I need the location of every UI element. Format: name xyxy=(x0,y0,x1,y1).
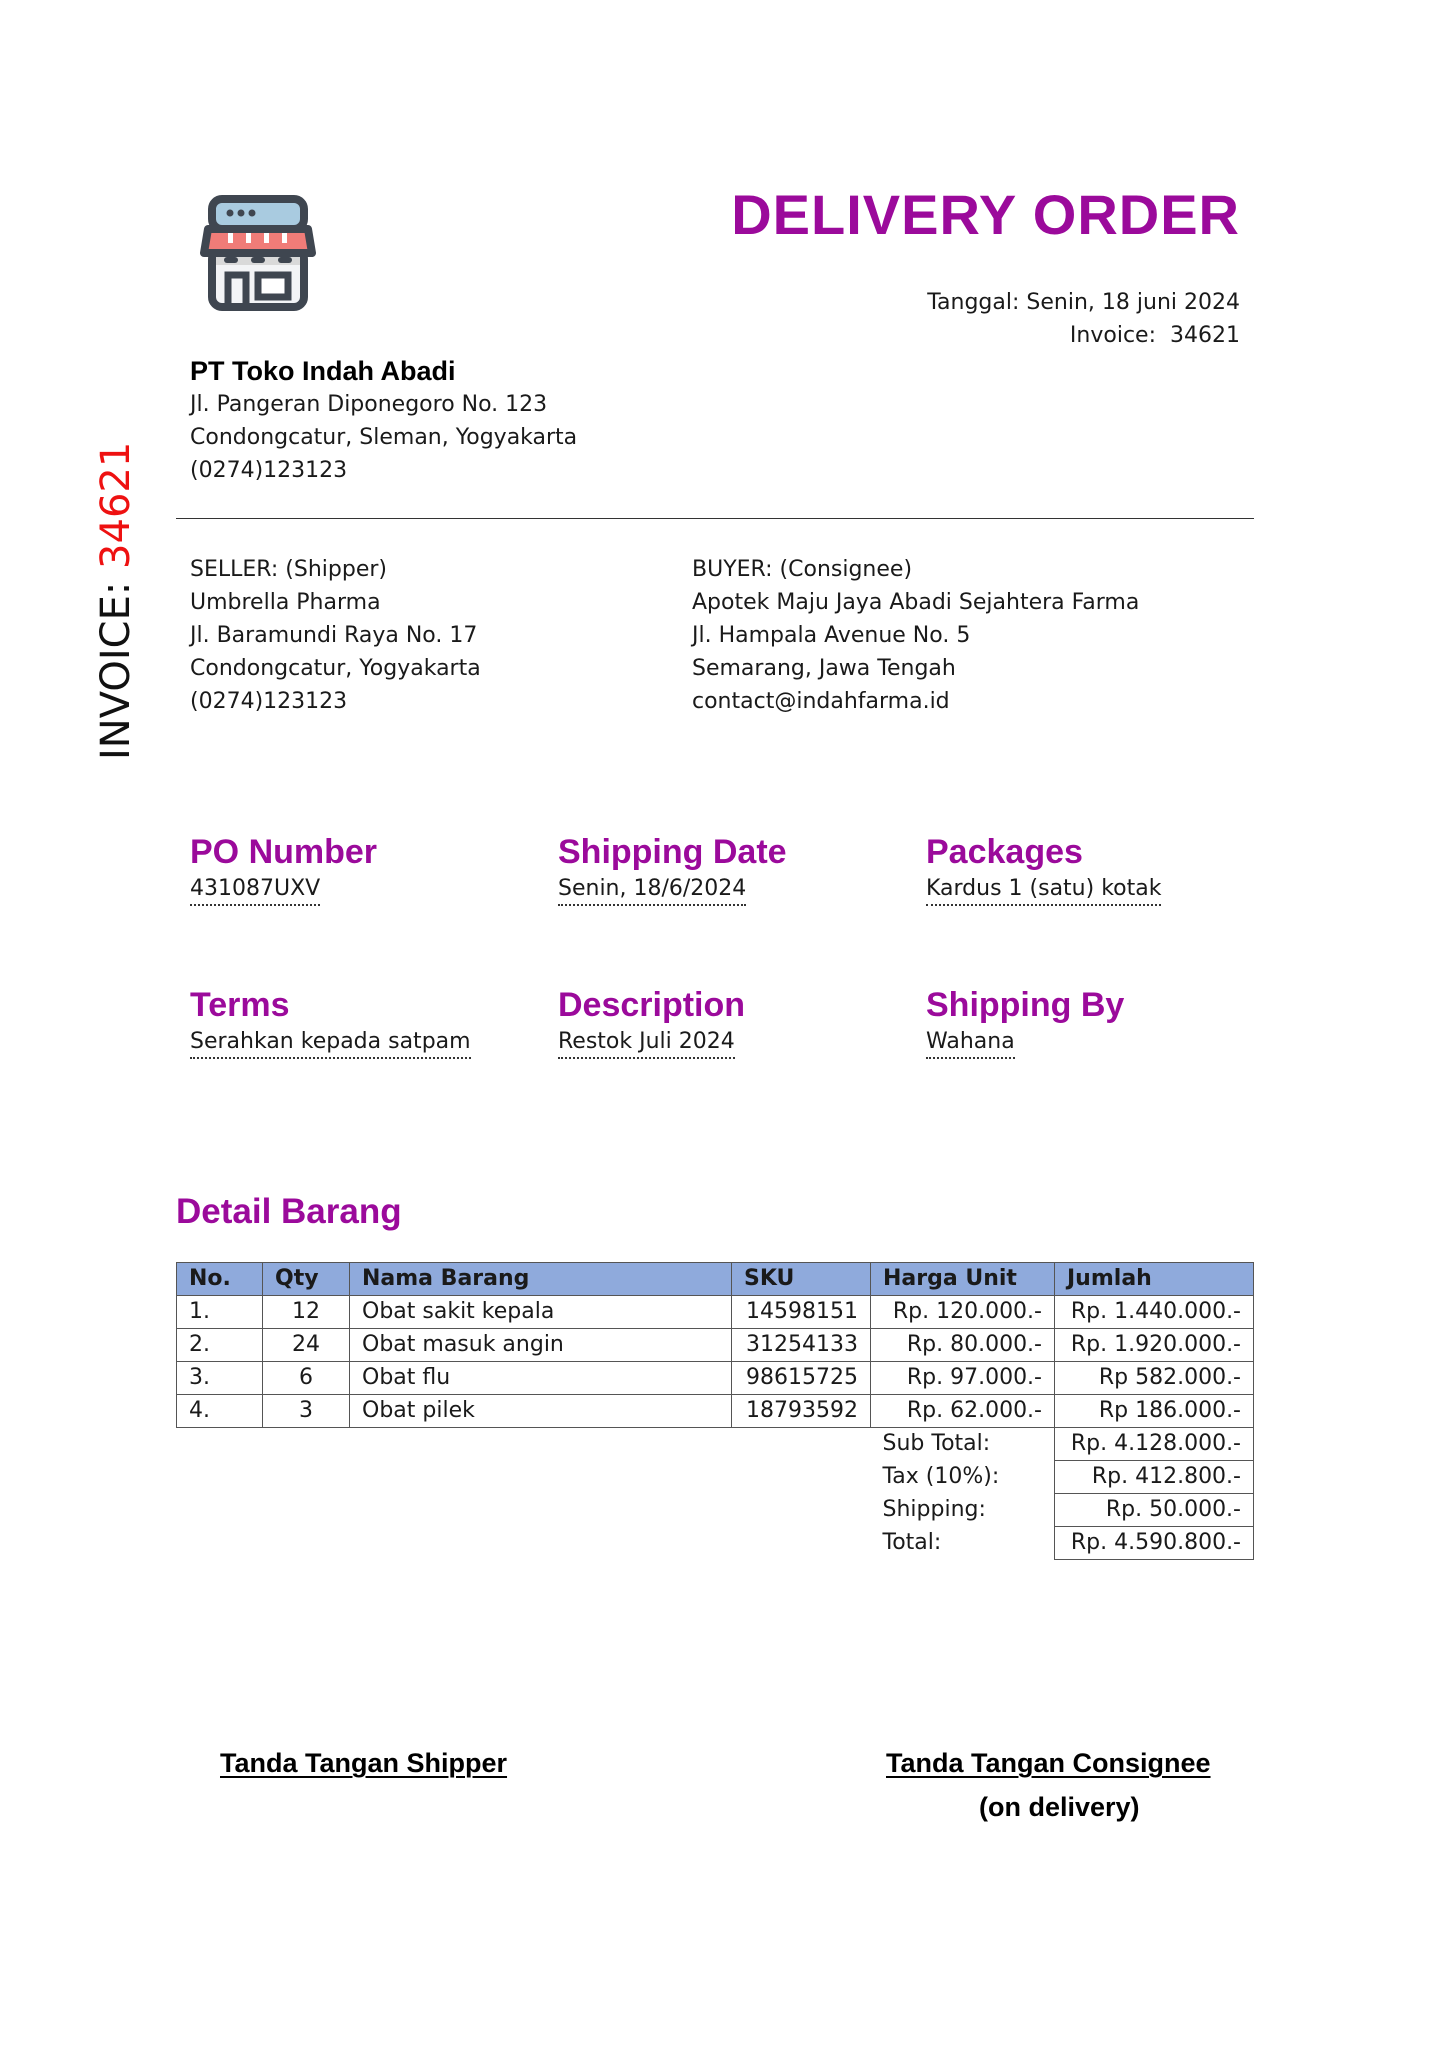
cell-qty: 3 xyxy=(263,1395,350,1428)
field-packages xyxy=(926,830,1266,906)
company-address xyxy=(190,388,577,487)
table-row xyxy=(177,1362,1254,1395)
field-description xyxy=(558,983,898,1059)
cell-no: 3. xyxy=(177,1362,263,1395)
buyer-email: contact@indahfarma.id xyxy=(692,689,950,714)
field-label: Shipping By xyxy=(926,986,1125,1024)
tax-value: Rp. 412.800.- xyxy=(1055,1461,1254,1494)
subtotal-value: Rp. 4.128.000.- xyxy=(1055,1428,1254,1461)
company-city: Condongcatur, Sleman, Yogyakarta xyxy=(190,425,578,450)
cell-unit-price: Rp. 62.000.- xyxy=(871,1395,1055,1428)
company-name: PT Toko Indah Abadi xyxy=(190,356,456,386)
table-header-row xyxy=(177,1263,1254,1296)
cell-unit-price: Rp. 120.000.- xyxy=(871,1296,1055,1329)
storefront-logo-icon xyxy=(198,193,318,313)
tax-label: Tax (10%): xyxy=(882,1464,1000,1489)
seller-city: Condongcatur, Yogyakarta xyxy=(190,656,481,681)
document-title: DELIVERY ORDER xyxy=(731,183,1240,246)
field-value: Serahkan kepada satpam xyxy=(190,1027,471,1059)
totals-row-total xyxy=(177,1527,1254,1560)
cell-name: Obat masuk angin xyxy=(350,1329,732,1362)
cell-qty: 12 xyxy=(263,1296,350,1329)
cell-no: 2. xyxy=(177,1329,263,1362)
cell-no: 1. xyxy=(177,1296,263,1329)
cell-amount: Rp 186.000.- xyxy=(1055,1395,1254,1428)
field-value: Senin, 18/6/2024 xyxy=(558,874,746,906)
column-header-sku: SKU xyxy=(732,1263,871,1296)
cell-name: Obat sakit kepala xyxy=(350,1296,732,1329)
cell-name: Obat flu xyxy=(350,1362,732,1395)
date-value: Senin, 18 juni 2024 xyxy=(1026,290,1240,315)
column-header-qty: Qty xyxy=(263,1263,350,1296)
seller-street: Jl. Baramundi Raya No. 17 xyxy=(190,623,478,648)
document-meta xyxy=(700,286,1240,352)
seller-phone: (0274)123123 xyxy=(190,689,348,714)
cell-sku: 14598151 xyxy=(732,1296,871,1329)
column-header-no: No. xyxy=(177,1263,263,1296)
shipping-label: Shipping: xyxy=(882,1497,986,1522)
vertical-invoice-prefix: INVOICE: xyxy=(93,568,139,760)
signature-shipper-label: Tanda Tangan Shipper xyxy=(220,1748,508,1778)
table-row xyxy=(177,1329,1254,1362)
vertical-invoice-label xyxy=(92,442,140,760)
cell-amount: Rp 582.000.- xyxy=(1055,1362,1254,1395)
field-shipping-date xyxy=(558,830,898,906)
field-label: Description xyxy=(558,986,746,1024)
totals-row-subtotal xyxy=(177,1428,1254,1461)
buyer-street: Jl. Hampala Avenue No. 5 xyxy=(692,623,971,648)
cell-no: 4. xyxy=(177,1395,263,1428)
vertical-invoice-number: 34621 xyxy=(93,441,139,569)
totals-row-tax xyxy=(177,1461,1254,1494)
date-label: Tanggal: xyxy=(927,290,1020,315)
buyer-city: Semarang, Jawa Tengah xyxy=(692,656,956,681)
signature-consignee-label: Tanda Tangan Consignee xyxy=(886,1748,1211,1778)
cell-sku: 98615725 xyxy=(732,1362,871,1395)
cell-qty: 6 xyxy=(263,1362,350,1395)
buyer-name: Apotek Maju Jaya Abadi Sejahtera Farma xyxy=(692,590,1140,615)
field-terms xyxy=(190,983,530,1059)
company-phone: (0274)123123 xyxy=(190,458,348,483)
field-label: Packages xyxy=(926,833,1083,871)
field-label: Shipping Date xyxy=(558,833,787,871)
cell-sku: 18793592 xyxy=(732,1395,871,1428)
table-row xyxy=(177,1395,1254,1428)
section-title: Detail Barang xyxy=(176,1192,402,1231)
field-label: Terms xyxy=(190,986,290,1024)
field-value: 431087UXV xyxy=(190,874,320,906)
date-line xyxy=(700,286,1240,319)
buyer-block xyxy=(692,553,1139,718)
field-value: Wahana xyxy=(926,1027,1015,1059)
invoice-line xyxy=(700,319,1240,352)
invoice-label: Invoice: xyxy=(1069,323,1156,348)
field-shipping-by xyxy=(926,983,1266,1059)
column-header-unit-price: Harga Unit xyxy=(871,1263,1055,1296)
cell-sku: 31254133 xyxy=(732,1329,871,1362)
field-po-number xyxy=(190,830,530,906)
table-row xyxy=(177,1296,1254,1329)
company-street: Jl. Pangeran Diponegoro No. 123 xyxy=(190,392,548,417)
cell-name: Obat pilek xyxy=(350,1395,732,1428)
invoice-value: 34621 xyxy=(1170,323,1240,348)
subtotal-label: Sub Total: xyxy=(882,1431,991,1457)
field-label: PO Number xyxy=(190,833,378,871)
cell-amount: Rp. 1.440.000.- xyxy=(1055,1296,1254,1329)
items-table xyxy=(176,1262,1254,1560)
seller-block xyxy=(190,553,481,718)
total-value: Rp. 4.590.800.- xyxy=(1055,1527,1254,1560)
field-value: Kardus 1 (satu) kotak xyxy=(926,874,1161,906)
column-header-amount: Jumlah xyxy=(1055,1263,1254,1296)
total-label: Total: xyxy=(882,1530,942,1555)
cell-unit-price: Rp. 97.000.- xyxy=(871,1362,1055,1395)
column-header-name: Nama Barang xyxy=(350,1263,732,1296)
buyer-heading: BUYER: (Consignee) xyxy=(692,557,913,582)
divider xyxy=(176,518,1254,519)
totals-row-shipping xyxy=(177,1494,1254,1527)
cell-amount: Rp. 1.920.000.- xyxy=(1055,1329,1254,1362)
seller-name: Umbrella Pharma xyxy=(190,590,381,615)
cell-unit-price: Rp. 80.000.- xyxy=(871,1329,1055,1362)
shipping-value: Rp. 50.000.- xyxy=(1055,1494,1254,1527)
cell-qty: 24 xyxy=(263,1329,350,1362)
signature-consignee-note: (on delivery) xyxy=(979,1792,1140,1822)
seller-heading: SELLER: (Shipper) xyxy=(190,557,387,582)
field-value: Restok Juli 2024 xyxy=(558,1027,735,1059)
